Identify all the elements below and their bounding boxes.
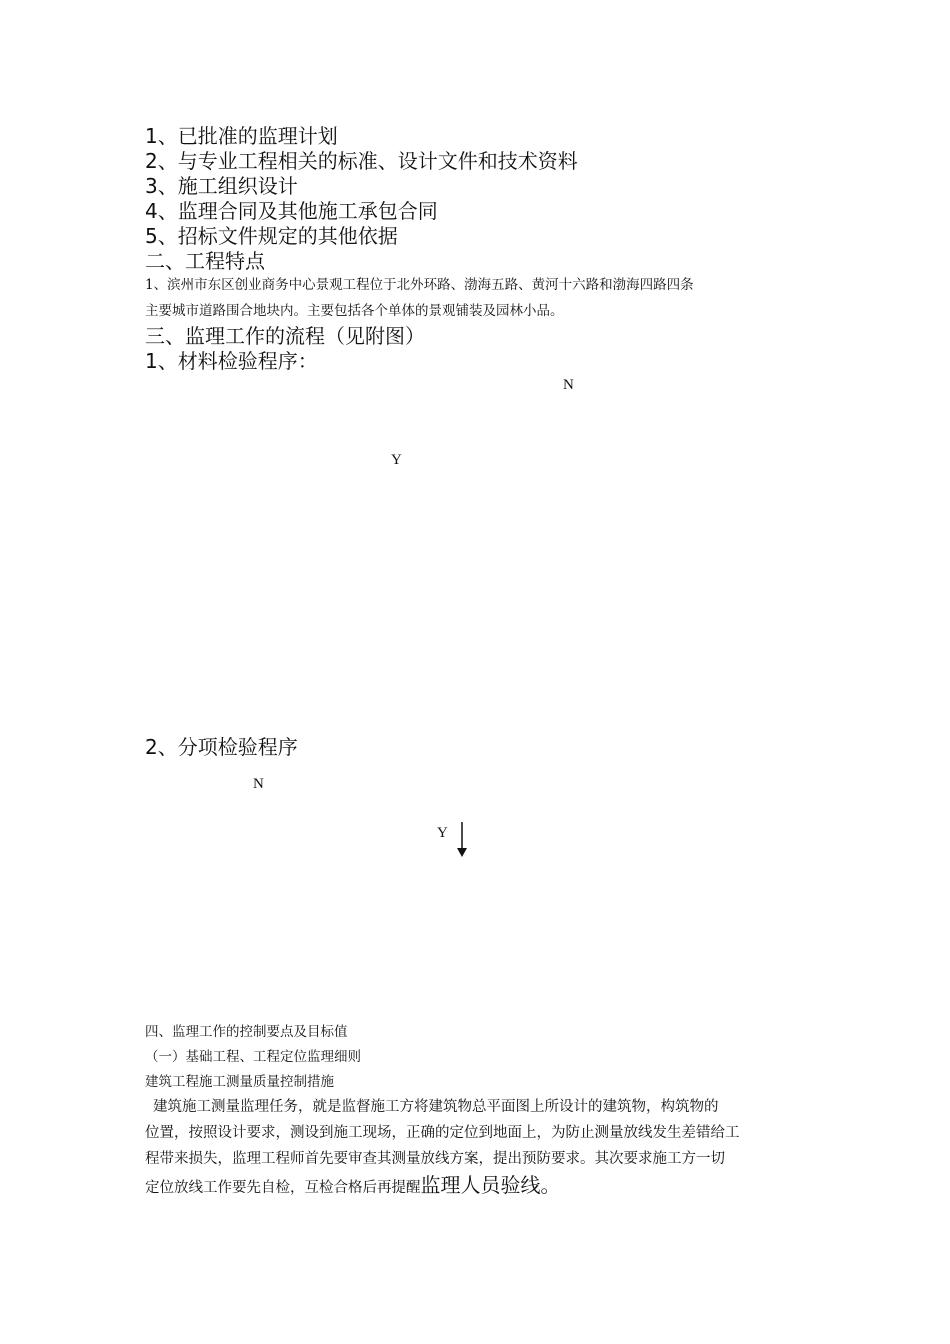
section2-paragraph-line-1: 1、滨州市东区创业商务中心景观工程位于北外环路、渤海五路、黄河十六路和渤海四路四条 xyxy=(145,277,694,293)
survey-paragraph-line-2: 位置，按照设计要求，测设到施工现场，正确的定位到地面上，为防止测量放线发生差错给工 xyxy=(145,1125,740,1141)
section2-heading: 二、工程特点 xyxy=(145,249,265,273)
basis-item-1: 1、已批准的监理计划 xyxy=(145,124,338,148)
survey-paragraph-line-4 xyxy=(145,1172,810,1201)
survey-control-heading: 建筑工程施工测量质量控制措施 xyxy=(145,1074,334,1090)
section3-heading: 三、监理工作的流程（见附图） xyxy=(145,324,425,348)
flow-label-n-2: N xyxy=(253,776,264,792)
basis-item-4: 4、监理合同及其他施工承包合同 xyxy=(145,199,438,223)
survey-paragraph-emphasis: 监理人员验线 xyxy=(420,1173,541,1197)
survey-paragraph-line-4-start: 定位放线工作要先自检，互检合格后再提醒 xyxy=(145,1180,421,1196)
basis-item-2: 2、与专业工程相关的标准、设计文件和技术资料 xyxy=(145,149,578,173)
flow-label-n-1: N xyxy=(563,377,574,393)
material-inspection-heading: 1、材料检验程序： xyxy=(145,349,318,373)
flow-down-arrow-icon xyxy=(455,820,469,858)
flow-label-y-2: Y xyxy=(437,825,448,841)
survey-paragraph xyxy=(145,1094,810,1201)
flow-label-y-1: Y xyxy=(391,452,402,468)
basis-item-3: 3、施工组织设计 xyxy=(145,174,298,198)
section2-paragraph-line-2: 主要城市道路围合地块内。主要包括各个单体的景观铺装及园林小品。 xyxy=(145,303,564,319)
foundation-rules-heading: （一）基础工程、工程定位监理细则 xyxy=(145,1049,361,1065)
survey-paragraph-end-punct: 。 xyxy=(540,1173,561,1197)
section4-heading: 四、监理工作的控制要点及目标值 xyxy=(145,1024,348,1040)
basis-item-5: 5、招标文件规定的其他依据 xyxy=(145,224,398,248)
survey-paragraph-line-1: 建筑施工测量监理任务，就是监督施工方将建筑物总平面图上所设计的建筑物，构筑物的 xyxy=(153,1099,719,1115)
subitem-inspection-heading: 2、分项检验程序 xyxy=(145,735,298,759)
survey-paragraph-line-3: 程带来损失，监理工程师首先要审查其测量放线方案，提出预防要求。其次要求施工方一切 xyxy=(145,1151,725,1167)
